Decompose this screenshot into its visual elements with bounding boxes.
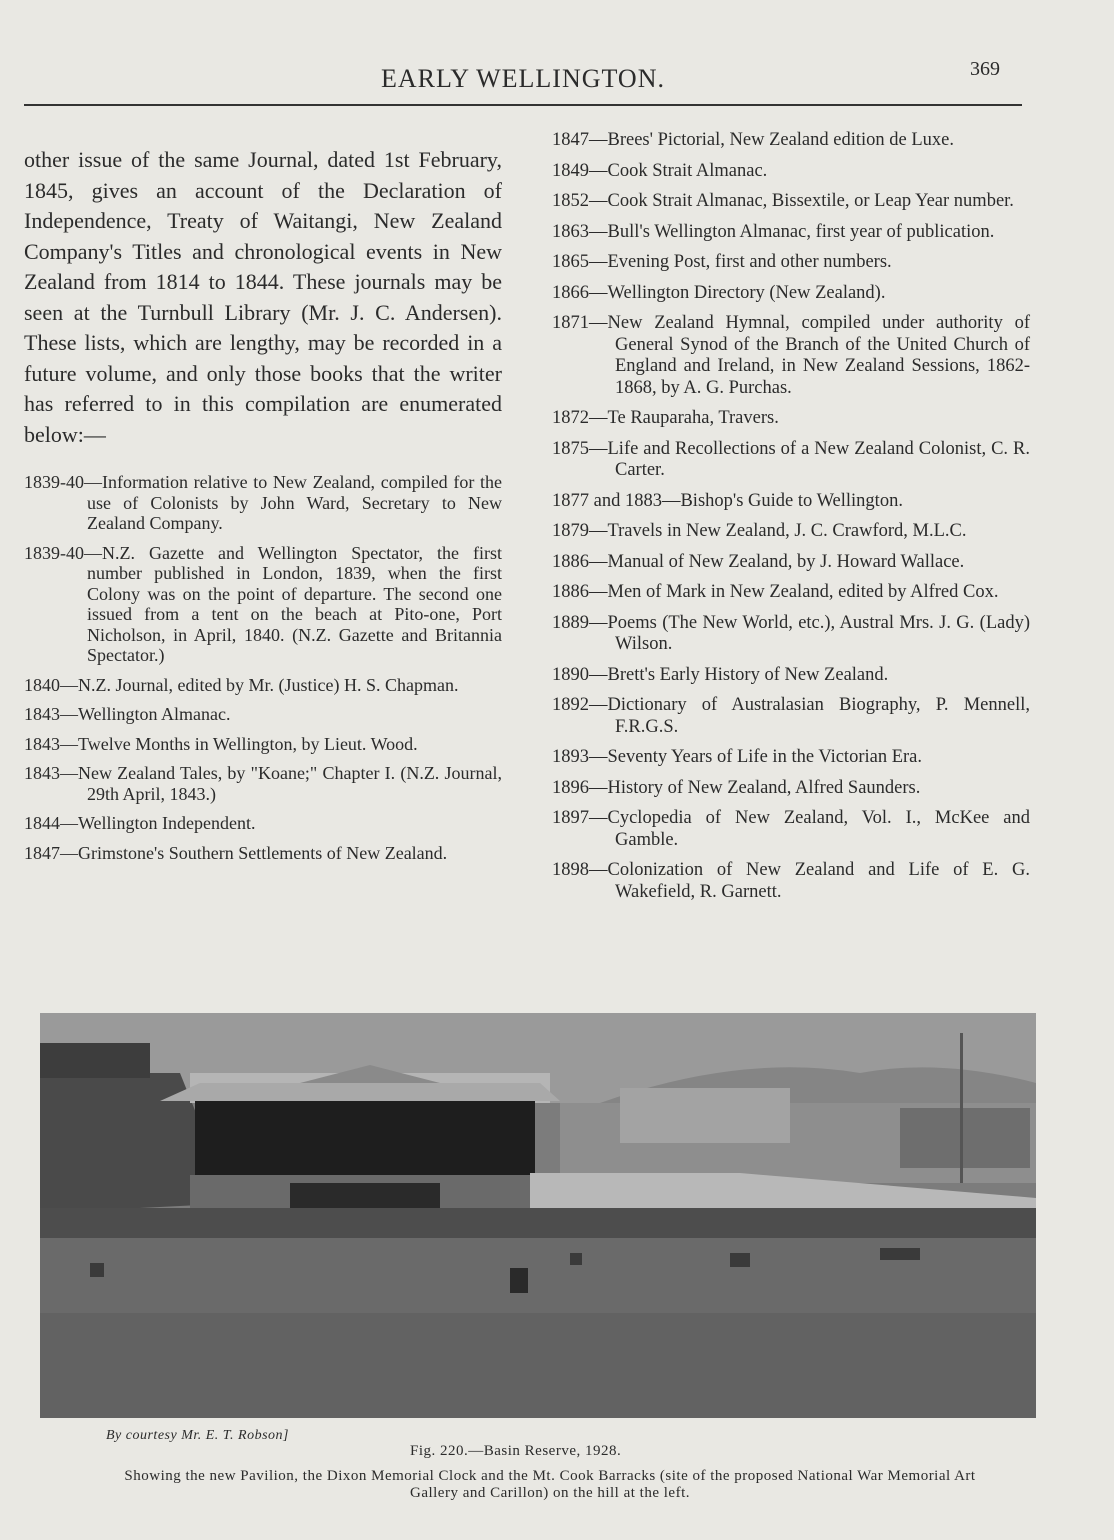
list-item: 1893—Seventy Years of Life in the Victorian Era. <box>552 747 923 767</box>
list-item: 1877 and 1883—Bishop's Guide to Wellington. <box>552 490 903 511</box>
list-item: 1847—Brees' Pictorial, New Zealand edition de Luxe. <box>552 130 954 150</box>
basin-reserve-photo <box>40 1013 1036 1418</box>
left-column <box>24 145 502 872</box>
page-header <box>24 58 1022 106</box>
list-item: 1844—Wellington Independent. <box>24 813 256 833</box>
list-item: 1843—Twelve Months in Wellington, by Lieut. Wood. <box>24 733 418 754</box>
list-item: 1839-40—Information relative to New Zealand, compiled for the use of Colonists by John Ward, Secretary to New Zealand Company. <box>24 472 502 533</box>
list-item: 1839-40—N.Z. Gazette and Wellington Spectator, the first number published in London, 1839, when the first Colony was on the point of departure. The second one issued from a tent on the beach at Pito-one, Port Nicholson, in April, 1840. (N.Z. Gazette and Britannia Spectator.) <box>24 542 502 665</box>
figure-caption-title: Fig. 220.—Basin Reserve, 1928. <box>410 1443 622 1459</box>
list-item: 1847—Grimstone's Southern Settlements of New Zealand. <box>24 842 448 863</box>
list-item: 1890—Brett's Early History of New Zealand. <box>552 664 889 685</box>
list-item: 1863—Bull's Wellington Almanac, first year of publication. <box>552 221 995 242</box>
list-item: 1866—Wellington Directory (New Zealand). <box>552 282 886 303</box>
list-item: 1843—Wellington Almanac. <box>24 704 231 724</box>
list-item: 1886—Manual of New Zealand, by J. Howard Wallace. <box>552 551 965 572</box>
intro-paragraph: other issue of the same Journal, dated 1st February, 1845, gives an account of the Declaration of Independence, Treaty of Waitangi, New Zealand Company's Titles and chronological events in New Zealand from 1814 to 1844. These journals may be seen at the Turnbull Library (Mr. J. C. Andersen). These lists, which are lengthy, may be recorded in a future volume, and only those books that the writer has referred to in this compilation are enumerated below:— <box>24 147 502 447</box>
list-item: 1892—Dictionary of Australasian Biography, P. Mennell, F.R.G.S. <box>552 695 1030 737</box>
list-item: 1852—Cook Strait Almanac, Bissextile, or Leap Year number. <box>552 191 1014 211</box>
list-item: 1896—History of New Zealand, Alfred Saunders. <box>552 777 921 798</box>
list-item: 1889—Poems (The New World, etc.), Austral Mrs. J. G. (Lady) Wilson. <box>552 612 1030 654</box>
list-item: 1897—Cyclopedia of New Zealand, Vol. I., McKee and Gamble. <box>552 808 1030 850</box>
list-item: 1865—Evening Post, first and other numbers. <box>552 252 892 272</box>
list-item: 1879—Travels in New Zealand, J. C. Crawford, M.L.C. <box>552 521 967 541</box>
list-item: 1871—New Zealand Hymnal, compiled under authority of General Synod of the Branch of the United Church of England and Ireland, in New Zealand Sessions, 1862-1868, by A. G. Purchas. <box>552 313 1030 398</box>
page-number: 369 <box>970 58 1000 80</box>
list-item: 1840—N.Z. Journal, edited by Mr. (Justice) H. S. Chapman. <box>24 674 459 695</box>
list-item: 1849—Cook Strait Almanac. <box>552 160 768 181</box>
list-item: 1843—New Zealand Tales, by "Koane;" Chapter I. (N.Z. Journal, 29th April, 1843.) <box>24 763 502 804</box>
list-item: 1898—Colonization of New Zealand and Life of E. G. Wakefield, R. Garnett. <box>552 860 1030 902</box>
running-title: EARLY WELLINGTON. <box>381 64 665 93</box>
right-column <box>552 130 1030 912</box>
photo-credit: By courtesy Mr. E. T. Robson] <box>106 1428 289 1443</box>
header-rule <box>24 104 1022 106</box>
list-item: 1886—Men of Mark in New Zealand, edited by Alfred Cox. <box>552 582 999 602</box>
list-item: 1875—Life and Recollections of a New Zealand Colonist, C. R. Carter. <box>552 438 1030 480</box>
list-item: 1872—Te Rauparaha, Travers. <box>552 408 779 428</box>
photo-illustration <box>40 1013 1036 1418</box>
figure-caption-description: Showing the new Pavilion, the Dixon Memorial Clock and the Mt. Cook Barracks (site of the proposed National War Memorial Art Gallery and Carillon) on the hill at the left. <box>124 1468 976 1501</box>
